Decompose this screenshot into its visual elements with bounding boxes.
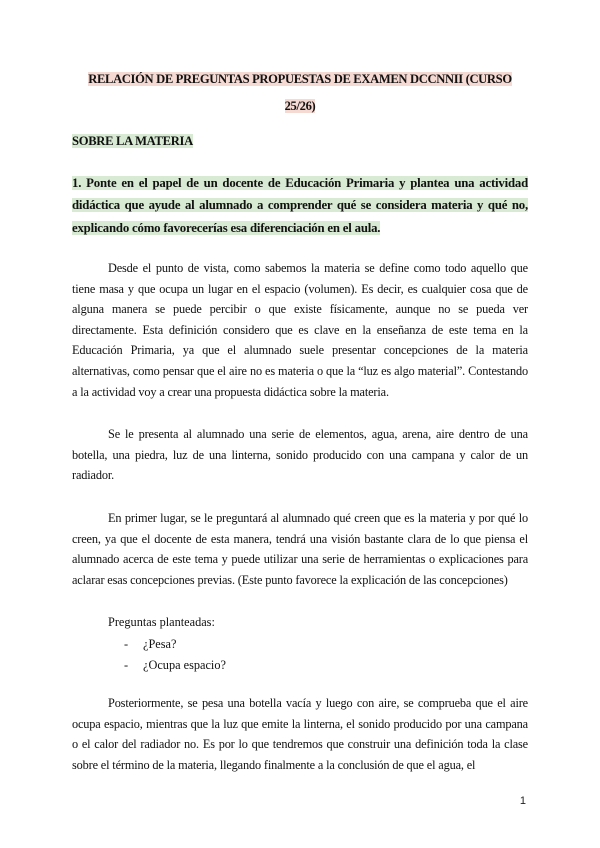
section-heading-text: SOBRE LA MATERIA <box>72 134 193 148</box>
document-title-text: RELACIÓN DE PREGUNTAS PROPUESTAS DE EXAMEN DCCNNII (CURSO 25/26) <box>88 72 512 113</box>
list-dash: - <box>124 657 129 672</box>
list-item-text: ¿Pesa? <box>143 637 177 651</box>
section-heading <box>72 130 193 152</box>
questions-list <box>124 634 226 675</box>
document-title <box>72 66 528 120</box>
paragraph-definition: Desde el punto de vista, como sabemos la materia se define como todo aquello que tiene masa y que ocupa un lugar en el espacio (volumen). Es decir, es cualquier cosa que de alguna manera se puede percibir o que existe físicamente, aunque no se pueda ver directamente. Esta definición considero que es clave en la enseñanza de este tema en la Educación Primaria, ya que el alumnado suele presentar concepciones de la materia alternativas, como pensar que el aire no es materia o que la “luz es algo material”. Contestando a la actividad voy a crear una propuesta didáctica sobre la materia. <box>72 261 528 399</box>
paragraph-elements: Se le presenta al alumnado una serie de elementos, agua, arena, aire dentro de una botella, una piedra, luz de una linterna, sonido producido con una campana y calor de un radiador. <box>72 427 528 483</box>
question-1 <box>72 172 528 239</box>
questions-label: Preguntas planteadas: <box>108 615 215 629</box>
list-item <box>124 655 226 676</box>
list-dash: - <box>124 637 129 651</box>
paragraph-first-step: En primer lugar, se le preguntará al alumnado qué creen que es la materia y por qué lo creen, ya que el docente de esta manera, tendrá una visión bastante clara de lo que piensa el alumnado acerca de este tema y puede utilizar una serie de herramientas o explicaciones para aclarar esas concepciones previas. (Este punto favorece la explicación de las concepciones) <box>72 511 528 587</box>
list-item-text: ¿Ocupa espacio? <box>143 657 226 672</box>
page-number: 1 <box>519 795 526 807</box>
paragraph-experiment: Posteriormente, se pesa una botella vacía y luego con aire, se comprueba que el aire ocupa espacio, mientras que la luz que emite la linterna, el sonido producido por una campana o el calor del radiador no. Es por lo que tendremos que construir una definición toda la clase sobre el término de la materia, llegando finalmente a la conclusión de que el agua, el <box>72 696 528 772</box>
list-item <box>124 634 226 655</box>
question-1-text: 1. Ponte en el papel de un docente de Educación Primaria y plantea una actividad didáctica que ayude al alumnado a comprender qué se considera materia y qué no, explicando cómo favorecerías esa diferenciación en el aula. <box>72 176 528 235</box>
